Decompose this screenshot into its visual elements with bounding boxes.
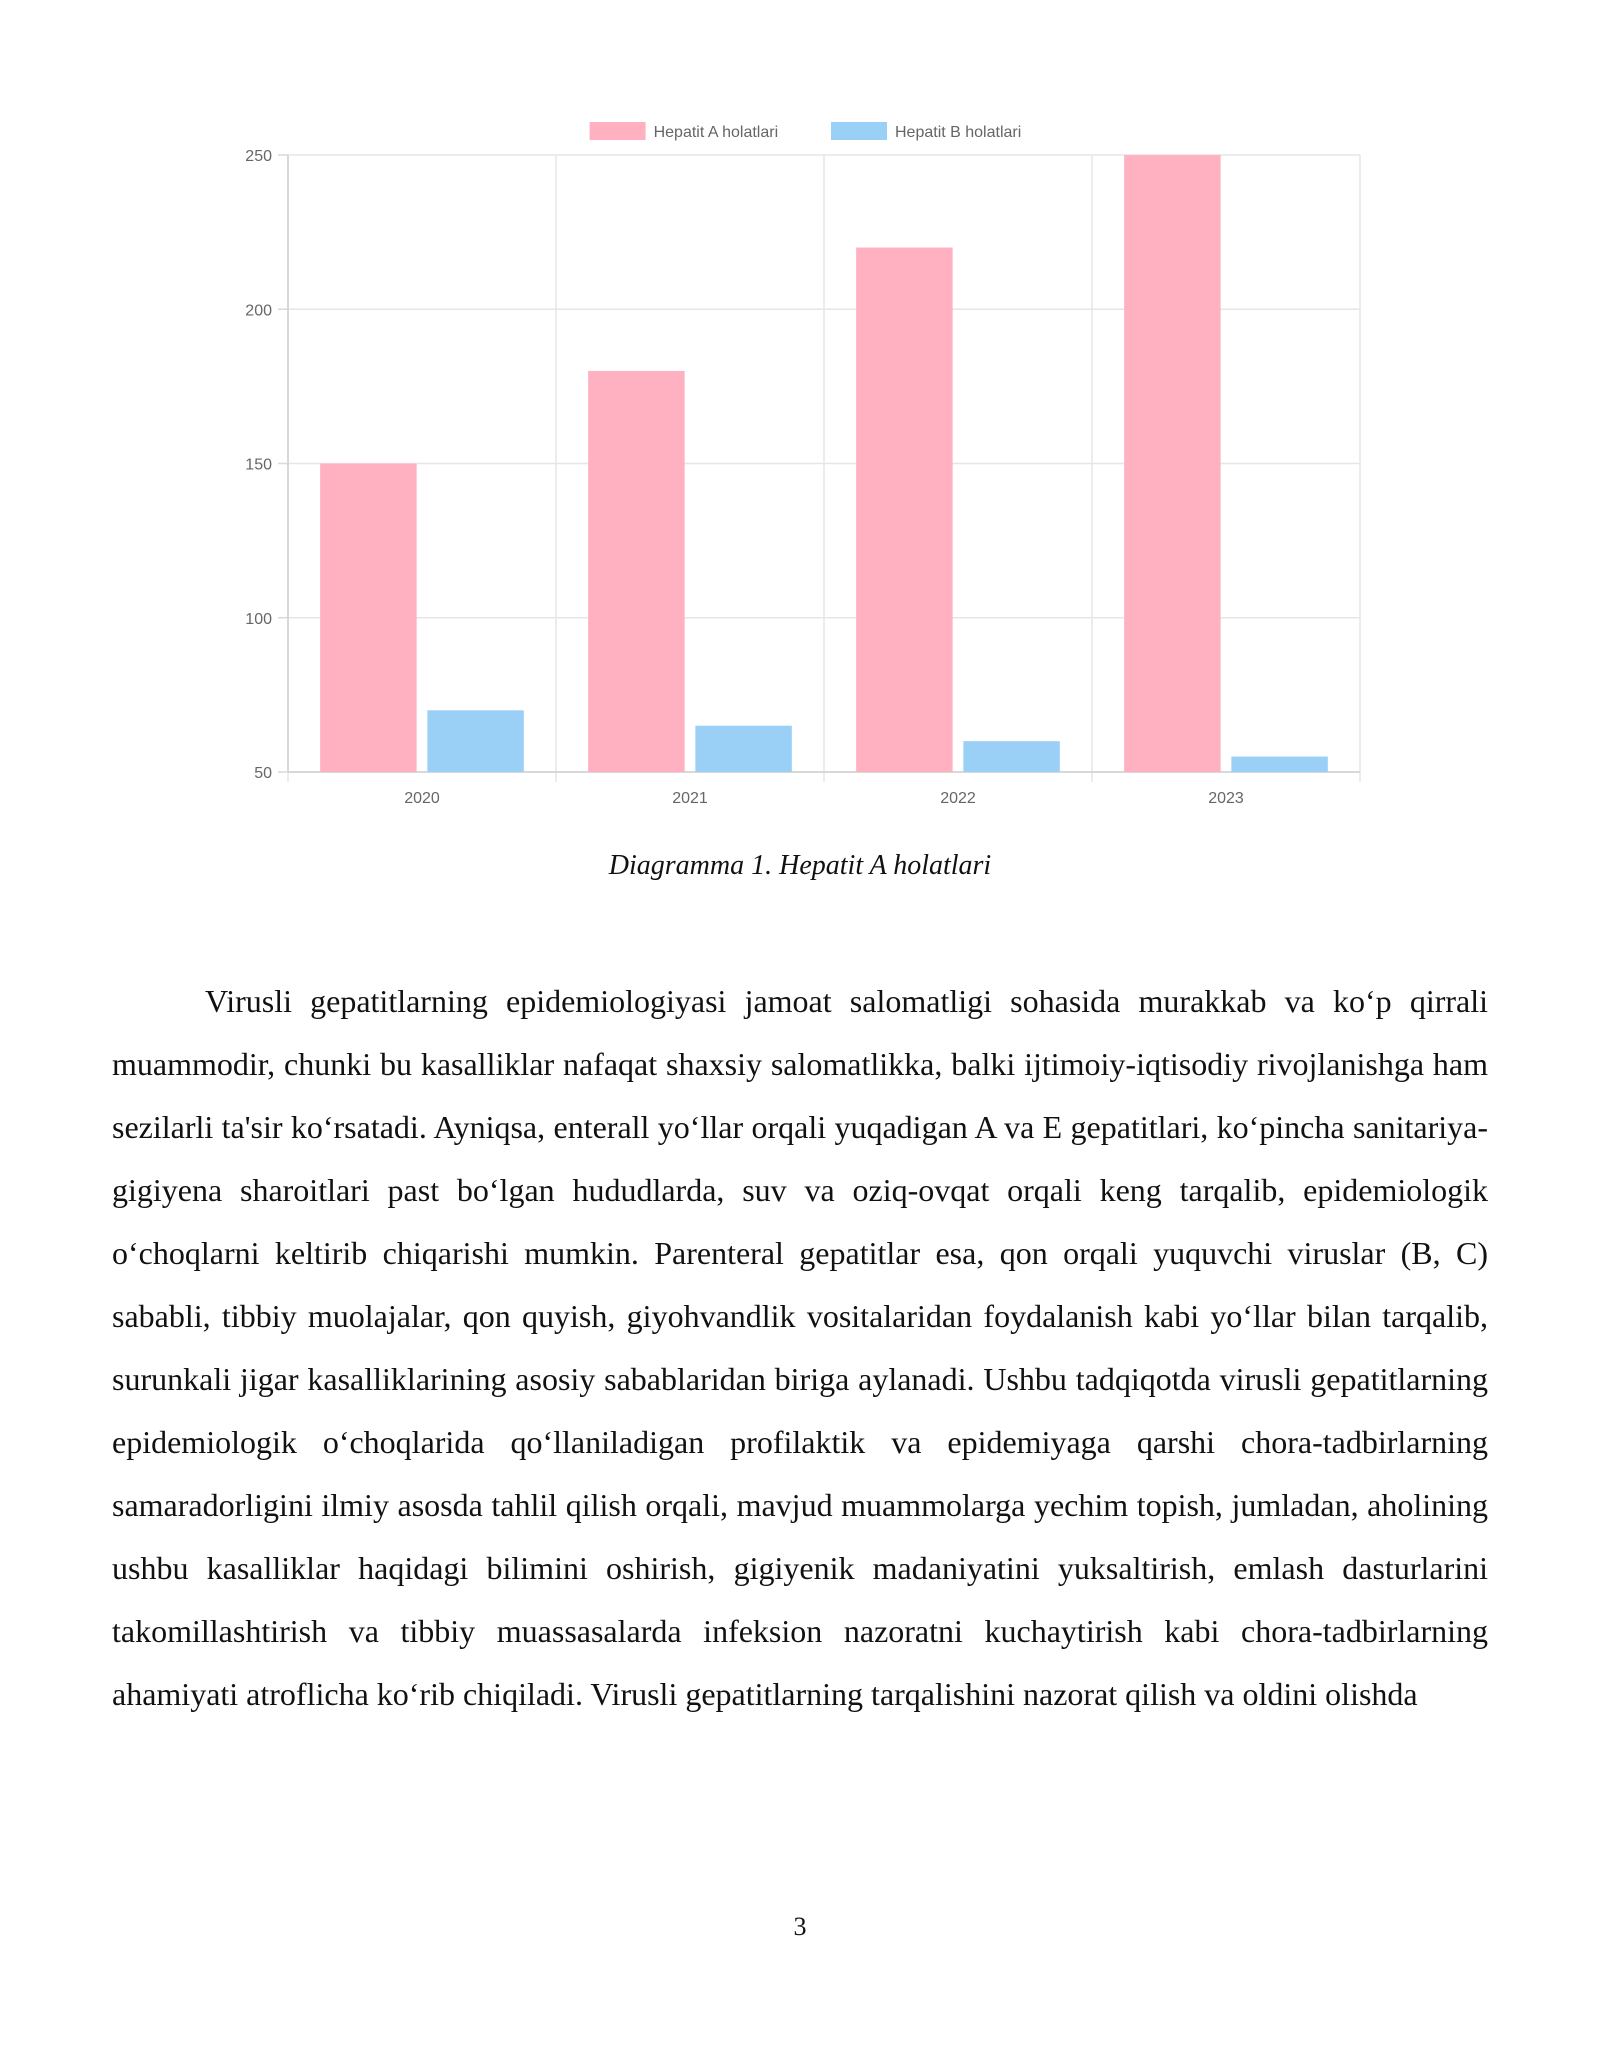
y-tick-label: 50 bbox=[254, 765, 272, 782]
body-paragraph: Virusli gepatitlarning epidemiologiyasi jamoat salomatligi sohasida murakkab va ko‘p qirrali muammodir, chunki bu kasalliklar nafaqat shaxsiy salomatlikka, balki ijtimoiy-iqtisodiy rivojlanishga ham sezilarli ta'sir ko‘rsatadi. Ayniqsa, enterall yo‘llar orqali yuqadigan A va E gepatitlari, ko‘pincha sanitariya-gigiyena sharoitlari past bo‘lgan hududlarda, suv va oziq-ovqat orqali keng tarqalib, epidemiologik o‘choqlarni keltirib chiqarishi mumkin. Parenteral gepatitlar esa, qon orqali yuquvchi viruslar (B, C) sababli, tibbiy muolajalar, qon quyish, giyohvandlik vositalaridan foydalanish kabi yo‘llar bilan tarqalib, surunkali jigar kasalliklarining asosiy sabablaridan biriga aylanadi. Ushbu tadqiqotda virusli gepatitlarning epidemiologik o‘choqlarida qo‘llaniladigan profilaktik va epidemiyaga qarshi chora-tadbirlarning samaradorligini ilmiy asosda tahlil qilish orqali, mavjud muammolarga yechim topish, jumladan, aholining ushbu kasalliklar haqidagi bilimini oshirish, gigiyenik madaniyatini yuksaltirish, emlash dasturlarini takomillashtirish va tibbiy muassasalarda infeksion nazoratni kuchaytirish kabi chora-tadbirlarning ahamiyati atroflicha ko‘rib chiqiladi. Virusli gepatitlarning tarqalishini nazorat qilish va oldini olishda bbox=[112, 983, 1488, 1712]
legend-swatch bbox=[590, 122, 646, 140]
figure-caption: Diagramma 1. Hepatit A holatlari bbox=[608, 850, 992, 881]
bar-hepatit-b-2023 bbox=[1231, 757, 1327, 772]
bar-hepatit-b-2021 bbox=[695, 726, 791, 772]
bar-hepatit-b-2020 bbox=[427, 710, 523, 772]
y-tick-label: 250 bbox=[245, 148, 272, 165]
y-tick-label: 100 bbox=[245, 610, 272, 628]
x-tick-label: 2022 bbox=[940, 790, 976, 807]
legend-swatch bbox=[831, 122, 887, 140]
x-tick-label: 2023 bbox=[1208, 790, 1244, 807]
x-tick-label: 2020 bbox=[404, 790, 440, 807]
page-number: 3 bbox=[793, 1912, 807, 1941]
y-tick-label: 150 bbox=[245, 456, 272, 474]
bar-hepatit-a-2023 bbox=[1124, 155, 1220, 772]
x-tick-label: 2021 bbox=[672, 790, 708, 807]
bar-hepatit-a-2021 bbox=[588, 371, 684, 772]
y-tick-label: 200 bbox=[245, 302, 272, 320]
bar-hepatit-b-2022 bbox=[963, 741, 1059, 772]
bar-chart bbox=[220, 110, 1380, 820]
bar-hepatit-a-2022 bbox=[856, 248, 952, 772]
legend-label: Hepatit A holatlari bbox=[653, 124, 779, 141]
bar-hepatit-a-2020 bbox=[320, 464, 416, 773]
legend-label: Hepatit B holatlari bbox=[895, 124, 1022, 141]
